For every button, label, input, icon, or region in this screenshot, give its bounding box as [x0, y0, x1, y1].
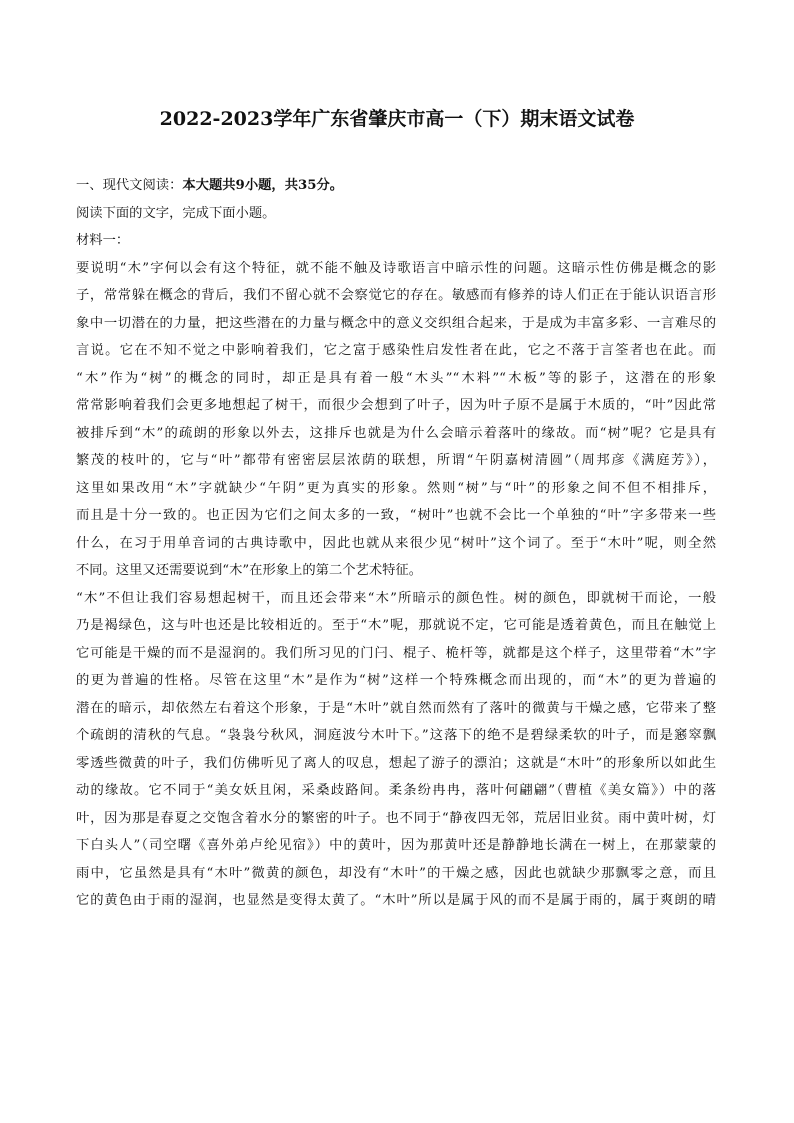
- passage-line: 零透些微黄的叶子，我们仿佛听见了离人的叹息，想起了游子的漂泊；这就是“木叶”的形象所以如此生: [76, 755, 716, 771]
- passage-line: 个疏朗的清秋的气息。“袅袅兮秋风，洞庭波兮木叶下。”这落下的绝不是碧绿柔软的叶子，而是窸窣飘: [76, 728, 716, 743]
- passage-line: “木”作为“树”的概念的同时，却正是具有着一般“木头”“木料”“木板”等的影子，这潜在的形象: [76, 370, 716, 386]
- passage-line: 繁茂的枝叶的，它与“叶”都带有密密层层浓荫的联想，所谓“午阴嘉树清圆”（周邦彦《满庭芳》），: [76, 453, 716, 468]
- passage-line: “木”不但让我们容易想起树干，而且还会带来“木”所暗示的颜色性。树的颜色，即就树干而论，一般: [76, 590, 716, 606]
- passage-line: 这里如果改用“木”字就缺少“午阴”更为真实的形象。然则“树”与“叶”的形象之间不但不相排斥，: [76, 480, 716, 496]
- passage-line: 要说明“木”字何以会有这个特征，就不能不触及诗歌语言中暗示性的问题。这暗示性仿佛是概念的影: [76, 260, 716, 276]
- passage-line: 什么，在习于用单音词的古典诗歌中，因此也就从来很少见“树叶”这个词了。至于“木叶”呢，则全然: [76, 535, 716, 551]
- section-heading: [76, 172, 716, 200]
- material-label: 材料一：: [76, 233, 130, 248]
- passage-line: 叶，因为那是春夏之交饱含着水分的繁密的叶子。也不同于“静夜四无邻，荒居旧业贫。雨中黄叶树，灯: [76, 810, 716, 826]
- passage-body: [76, 172, 716, 915]
- section-info: 本大题共9小题，共35分。: [182, 178, 344, 193]
- passage-line: 下白头人”（司空曙《喜外弟卢纶见宿》）中的黄叶，因为那黄叶还是静静地长满在一树上，在那蒙蒙的: [76, 838, 716, 853]
- passage-line: 雨中，它虽然是具有“木叶”微黄的颜色，却没有“木叶”的干燥之感，因此也就缺少那飘零之意，而且: [76, 865, 716, 881]
- passage-line: 乃是褐绿色，这与叶也还是比较相近的。至于“木”呢，那就说不定，它可能是透着黄色，而且在触觉上: [76, 618, 716, 633]
- passage-line: 常常影响着我们会更多地想起了树干，而很少会想到了叶子，因为叶子原不是属于木质的，“叶”因此常: [76, 398, 716, 413]
- reading-instruction: 阅读下面的文字，完成下面小题。: [76, 205, 276, 221]
- passage-line: 潜在的暗示，却依然左右着这个形象，于是“木叶”就自然而然有了落叶的微黄与干燥之感，它带来了整: [76, 700, 716, 716]
- passage-line: 不同。这里又还需要说到“木”在形象上的第二个艺术特征。: [76, 563, 423, 578]
- passage-line: 言说。它在不知不觉之中影响着我们，它之富于感染性启发性者在此，它之不落于言筌者也在此。而: [76, 343, 716, 358]
- passage-line: 象中一切潜在的力量，把这些潜在的力量与概念中的意义交织组合起来，于是成为丰富多彩、一言难尽的: [76, 315, 716, 331]
- passage-line: 它可能是干燥的而不是湿润的。我们所习见的门闩、棍子、桅杆等，就都是这个样子，这里带着“木”字: [76, 645, 716, 661]
- passage-line: 动的缘故。它不同于“美女妖且闲，采桑歧路间。柔条纷冉冉，落叶何翩翩”（曹植《美女篇》）中的落: [76, 783, 716, 798]
- passage-line: 而且是十分一致的。也正因为它们之间太多的一致，“树叶”也就不会比一个单独的“叶”字多带来一些: [76, 508, 716, 523]
- exam-title: 2022-2023学年广东省肇庆市高一（下）期末语文试卷: [159, 108, 635, 130]
- passage-line: 被排斥到“木”的疏朗的形象以外去，这排斥也就是为什么会暗示着落叶的缘故。而“树”呢？它是具有: [76, 425, 716, 441]
- section-prefix: 一、现代文阅读：: [76, 178, 183, 193]
- passage-line: 它的黄色由于雨的湿润，也显然是变得太黄了。“木叶”所以是属于风的而不是属于雨的，属于爽朗的晴: [76, 893, 716, 908]
- passage-line: 子，常常躲在概念的背后，我们不留心就不会察觉它的存在。敏感而有修养的诗人们正在于能认识语言形: [76, 288, 716, 303]
- passage-line: 的更为普遍的性格。尽管在这里“木”是作为“树”这样一个特殊概念而出现的，而“木”的更为普遍的: [76, 673, 716, 688]
